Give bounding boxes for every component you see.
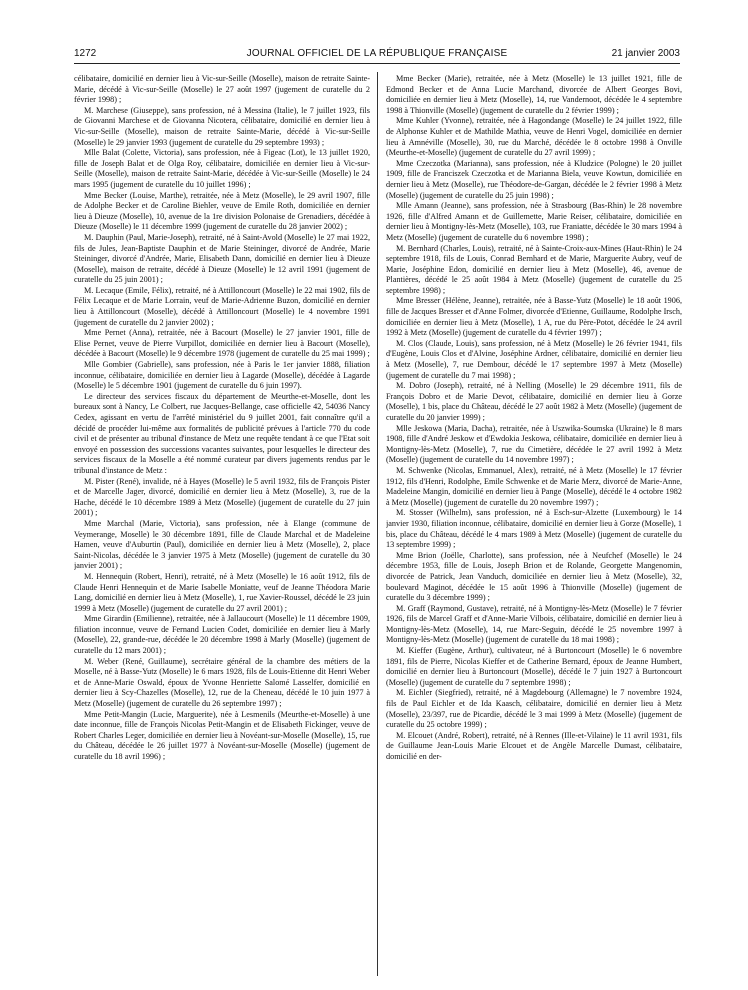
paragraph: M. Weber (René, Guillaume), secrétaire général de la chambre des métiers de la Moselle, né à Basse-Yutz (Moselle) le 6 mars 1928, fils de Louis-Etienne dit Henri Weber et de Anne-Marie Oswald, époux de Yvonne Henriette Salomé Lasselfer, domicilié en dernier lieu à Scy-Chazelles (Moselle), 12, rue de la Cheneau, décédé le 10 juin 1977 à Metz (Moselle) (jugement de curatelle du 26 septembre 1997) ;	[74, 656, 370, 709]
paragraph: M. Stosser (Wilhelm), sans profession, né à Esch-sur-Alzette (Luxembourg) le 14 janvier 1930, filiation inconnue, célibataire, domicilié en dernier lieu à Gorze (Moselle), 1 bis, place du Château, décédé le 4 mars 1989 à Metz (Moselle) (jugement de curatelle du 13 septembre 1999) ;	[386, 508, 682, 550]
paragraph: M. Elcouet (André, Robert), retraité, né à Rennes (Ille-et-Vilaine) le 11 avril 1931, fils de Guillaume Jean-Louis Marie Elcouet et de Angèle Marcelle Dumast, célibataire, domicilié en der-	[386, 730, 682, 761]
page-header	[74, 48, 680, 62]
paragraph: Mme Becker (Louise, Marthe), retraitée, née à Metz (Moselle), le 29 avril 1907, fille de Adolphe Becker et de Caroline Biehler, veuve de Emile Roth, domiciliée en dernier lieu à Dieuze (Moselle), 10, avenue de la 1re division Polonaise de Grenadiers, décédée à Dieuze (Moselle) le 11 décembre 1999 (jugement de curatelle du 28 janvier 2002) ;	[74, 190, 370, 232]
paragraph: célibataire, domicilié en dernier lieu à Vic-sur-Seille (Moselle), maison de retraite Sainte-Marie, décédé à Vic-sur-Seille (Moselle) le 27 août 1997 (jugement de curatelle du 2 février 1998) ;	[74, 74, 370, 105]
paragraph: Mme Czeczotka (Marianna), sans profession, née à Kludzice (Pologne) le 20 juillet 1909, fille de Franciszek Czeczotka et de Marianna Biela, veuve Kowtun, domiciliée en dernier lieu à Metz (Moselle), rue Théodore-de-Gargan, décédée le 2 février 1998 à Metz (Moselle) (jugement de curatelle du 25 juin 1998) ;	[386, 158, 682, 200]
paragraph: Mlle Balat (Colette, Victoria), sans profession, née à Figeac (Lot), le 13 juillet 1920, fille de Joseph Balat et de Olga Roy, célibataire, domiciliée en dernier lieu à Vic-sur-Seille (Moselle), maison de retraite Saint-Marie, décédée à Vic-sur-Seille (Moselle) le 24 mars 1995 (jugement de curatelle du 10 juillet 1996) ;	[74, 148, 370, 189]
paragraph: Mme Brion (Joëlle, Charlotte), sans profession, née à Neufchef (Moselle) le 24 décembre 1953, fille de Louis, Joseph Brion et de Rolande, Georgette Mangenomin, divorcée de Patrick, Jean Vanduch, domiciliée en dernier lieu à Metz (Moselle), 32, boulevard Maginot, décédée le 15 août 1996 à Thionville (Moselle) (jugement de curatelle du 3 décembre 1999) ;	[386, 550, 682, 603]
paragraph: M. Clos (Claude, Louis), sans profession, né à Metz (Moselle) le 26 février 1941, fils d'Eugène, Louis Clos et d'Alvine, Joséphine Ardner, célibataire, domicilié en dernier lieu à Metz (Moselle), 7, rue Dembour, décédé le 17 septembre 1997 à Metz (Moselle) (jugement de curatelle du 7 mai 1998) ;	[386, 338, 682, 380]
paragraph: Mlle Gombier (Gabrielle), sans profession, née à Paris le 1er janvier 1888, filiation inconnue, célibataire, domiciliée en dernier lieu à Lagarde (Moselle), décédée à Lagarde (Moselle) le 5 décembre 1901 (jugement de curatelle du 6 juin 1997).	[74, 360, 370, 391]
paragraph: M. Eichler (Siegfried), retraité, né à Magdebourg (Allemagne) le 7 novembre 1924, fils de Paul Eichler et de Ida Kaasch, célibataire, domicilié en dernier lieu à Metz (Moselle), 23/397, rue de Picardie, décédé le 3 mai 1999 à Metz (Moselle) (jugement de curatelle du 25 octobre 1999) ;	[386, 688, 682, 730]
paragraph: Mlle Amann (Jeanne), sans profession, née à Strasbourg (Bas-Rhin) le 28 novembre 1926, fille d'Alfred Amann et de Guillemette, Marie Reiser, célibataire, domiciliée en dernier lieu à Montigny-lès-Metz (Moselle), 103, rue Franiatte, décédée le 30 mars 1994 à Metz (Moselle) (jugement de curatelle du 6 novembre 1998) ;	[386, 201, 682, 242]
paragraph: Mme Marchal (Marie, Victoria), sans profession, née à Elange (commune de Veymerange, Moselle) le 30 décembre 1891, fille de Claude Marchal et de Madeleine Hamen, veuve d'Auburtin (Paul), domiciliée en dernier lieu à Metz (Moselle), 2, place Saint-Nicolas, décédée le 3 janvier 1975 à Metz (Moselle) (jugement de curatelle du 30 janvier 2001) ;	[74, 518, 370, 571]
paragraph: M. Lecaque (Emile, Félix), retraité, né à Attilloncourt (Moselle) le 22 mai 1902, fils de Félix Lecaque et de Marie Lorrain, veuf de Marie-Adrienne Buzon, domicilié en dernier lieu à Attilloncourt (Moselle), décédé à Attilloncourt (Moselle) le 4 novembre 1991 (jugement de curatelle du 2 janvier 2002) ;	[74, 285, 370, 327]
paragraph: Mlle Jeskowa (Maria, Dacha), retraitée, née à Uszwika-Soumska (Ukraine) le 8 mars 1908, fille d'André Jeskow et d'Ewdokia Jeskowa, célibataire, domiciliée en dernier lieu à Montigny-lès-Metz (Moselle), 7, rue du Cimetière, décédée le 27 avril 1992 à Metz (Moselle) (jugement de curatelle du 14 novembre 1997) ;	[386, 423, 682, 465]
journal-title: JOURNAL OFFICIEL DE LA RÉPUBLIQUE FRANÇAISE	[246, 48, 508, 59]
paragraph: M. Graff (Raymond, Gustave), retraité, né à Montigny-lès-Metz (Moselle) le 7 février 1926, fils de Marcel Graff et d'Anne-Marie Vilbois, célibataire, domicilié en dernier lieu à Montigny-lès-Metz (Moselle), 14, rue Marc-Seguin, décédé le 25 novembre 1997 à Montigny-lès-Metz (Moselle) (jugement de curatelle du 18 mai 1998) ;	[386, 603, 682, 645]
paragraph: Mme Becker (Marie), retraitée, née à Metz (Moselle) le 13 juillet 1921, fille de Edmond Becker et de Anna Lucie Marchand, divorcée de Albert Georges Bovi, domiciliée en dernier lieu à Metz (Moselle), 14, rue Vandernoot, décédée le 4 septembre 1998 à Thionville (Moselle) (jugement de curatelle du 2 février 1999) ;	[386, 74, 682, 115]
paragraph: M. Dobro (Joseph), retraité, né à Nelling (Moselle) le 29 décembre 1911, fils de François Dobro et de Marie Devot, célibataire, domicilié en dernier lieu à Gorze (Moselle), 1 bis, place du Château, décédé le 27 août 1982 à Metz (Moselle) (jugement de curatelle du 20 janvier 1999) ;	[386, 381, 682, 422]
paragraph: M. Pister (René), invalide, né à Hayes (Moselle) le 5 avril 1932, fils de François Pister et de Marcelle Jager, divorcé, domicilié en dernier lieu à Metz (Moselle), 3, rue de la Hache, décédé le 10 décembre 1989 à Metz (Moselle) (jugement de curatelle du 27 juin 2001) ;	[74, 476, 370, 518]
right-column	[386, 74, 682, 980]
paragraph: M. Marchese (Giuseppe), sans profession, né à Messina (Italie), le 7 juillet 1923, fils de Giovanni Marchese et de Giovanna Nicotera, célibataire, domicilié en dernier lieu à Vic-sur-Seille (Moselle), maison de retraite Sainte-Marie, décédé à Vic-sur-Seille (Moselle) le 29 janvier 1993 (jugement de curatelle du 29 septembre 1993) ;	[74, 105, 370, 147]
paragraph: Le directeur des services fiscaux du département de Meurthe-et-Moselle, dont les bureaux sont à Nancy, Le Colbert, rue Jacques-Bellange, case officielle 42, 54036 Nancy Cedex, agissant en vertu de l'arrêté ministériel du 9 juillet 2001, fait connaître qu'il a décidé de procéder lui-même aux formalités de publicité prévues à l'article 770 du code civil et de présenter au tribunal d'instance de Metz une requête tendant à ce que l'Etat soit envoyé en possession des successions vacantes suivantes, pour lesquelles le directeur des services fiscaux de la Moselle a été nommé curateur par divers jugements rendus par le tribunal d'instance de Metz :	[74, 391, 370, 475]
paragraph: Mme Girardin (Emilienne), retraitée, née à Jallaucourt (Moselle) le 11 décembre 1909, filiation inconnue, veuve de Fernand Lucien Codet, domiciliée en dernier lieu à Marly (Moselle), 22, grande-rue, décédée le 20 décembre 1998 à Marly (Moselle) (jugement de curatelle du 12 mars 2001) ;	[74, 614, 370, 656]
left-column	[74, 74, 370, 980]
paragraph: Mme Petit-Mangin (Lucie, Marguerite), née à Lesmenils (Meurthe-et-Moselle) à une date inconnue, fille de François Nicolas Petit-Mangin et de Elisabeth Fickinger, veuve de Robert Charles Leger, domiciliée en dernier lieu à Novéant-sur-Moselle (Moselle), 15, rue du Château, décédée le 26 juillet 1977 à Novéant-sur-Moselle (Moselle) (jugement de curatelle du 18 avril 1996) ;	[74, 709, 370, 761]
column-divider	[377, 72, 378, 976]
paragraph: M. Bernhard (Charles, Louis), retraité, né à Sainte-Croix-aux-Mines (Haut-Rhin) le 24 septembre 1918, fils de Louis, Conrad Bernhard et de Marie, Marguerite Aubry, veuf de Marie, Joséphine Edon, domicilié en dernier lieu à Metz (Moselle), 46, avenue de Plantières, décédé le 25 août 1984 à Metz (Moselle) (jugement de curatelle du 25 septembre 1998) ;	[386, 243, 682, 295]
paragraph: M. Dauphin (Paul, Marie-Joseph), retraité, né à Saint-Avold (Moselle) le 27 mai 1922, fils de Jules, Jean-Baptiste Dauphin et de Marie Steininger, divorcé de Andrée, Marie Steininger, divorcé d'Andrée, Marie, Elisabeth Dann, domicilié en dernier lieu à Dieuze (Moselle), maison de retraite, décédé à Dieuze (Moselle) le 12 avril 1991 (jugement de curatelle du 25 juin 2001) ;	[74, 232, 370, 285]
paragraph: Mme Kuhler (Yvonne), retraitée, née à Hagondange (Moselle) le 24 juillet 1922, fille de Alphonse Kuhler et de Mathilde Mathia, veuve de Henri Vogel, domiciliée en dernier lieu à Amnéville (Moselle), 30, rue du Marché, décédée le 8 octobre 1998 à Onville (Meurthe-et-Moselle) (jugement de curatelle du 27 avril 1999) ;	[386, 116, 682, 158]
paragraph: Mme Pernet (Anna), retraitée, née à Bacourt (Moselle) le 27 janvier 1901, fille de Elise Pernet, veuve de Pierre Vurpillot, domiciliée en dernier lieu à Bacourt (Moselle), décédée à Bacourt (Moselle) le 9 décembre 1978 (jugement de curatelle du 25 mai 1999) ;	[74, 328, 370, 359]
issue-date: 21 janvier 2003	[611, 48, 680, 59]
page-number: 1272	[74, 48, 97, 59]
paragraph: M. Schwenke (Nicolas, Emmanuel, Alex), retraité, né à Metz (Moselle) le 17 février 1912, fils d'Henri, Rodolphe, Emile Schwenke et de Marie Merz, divorcé de Marie-Anne, Madeleine Mangin, domicilié en dernier lieu à Pange (Moselle), décédé le 4 octobre 1982 à Metz (Moselle) (jugement de curatelle du 20 novembre 1997) ;	[386, 465, 682, 507]
paragraph: M. Hennequin (Robert, Henri), retraité, né à Metz (Moselle) le 16 août 1912, fils de Claude Henri Hennequin et de Marie Isabelle Moniatte, veuf de Jeanne Théodora Marie Lang, domicilié en dernier lieu à Metz (Moselle), 1, rue Xavier-Roussel, décédé le 23 juin 1999 à Metz (Moselle) (jugement de curatelle du 27 avril 2001) ;	[74, 571, 370, 613]
header-rule	[74, 63, 680, 64]
paragraph: Mme Bresser (Hélène, Jeanne), retraitée, née à Basse-Yutz (Moselle) le 18 août 1906, fille de Jacques Bresser et d'Anne Folmer, divorcée d'Etienne, Guillaume, Rodolphe Irsch, domiciliée en dernier lieu à Metz (Moselle), 1 A, rue du Père-Potot, décédée le 24 avril 1992 à Metz (Moselle) (jugement de curatelle du 4 février 1997) ;	[386, 296, 682, 338]
paragraph: M. Kieffer (Eugène, Arthur), cultivateur, né à Burtoncourt (Moselle) le 6 novembre 1891, fils de Pierre, Nicolas Kieffer et de Catherine Bernard, époux de Jeanne Humbert, domicilié en dernier lieu à Burtoncourt (Moselle), décédé le 7 juin 1927 à Burtoncourt (Moselle) (jugement de curatelle du 7 septembre 1998) ;	[386, 646, 682, 687]
